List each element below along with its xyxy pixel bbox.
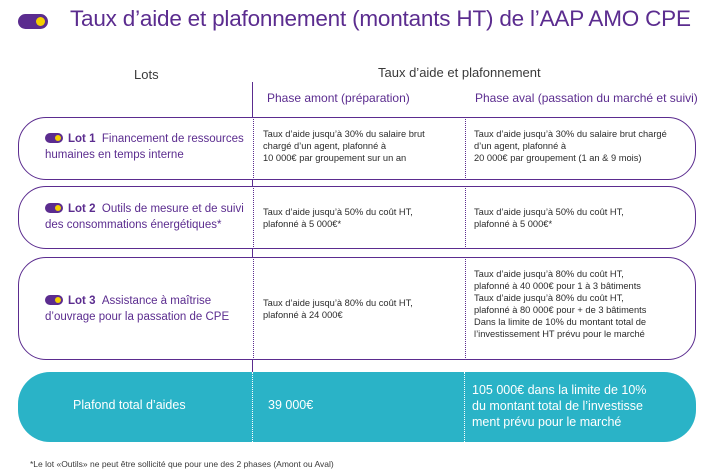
- cell-line: Taux d’aide jusqu’à 50% du coût HT,: [474, 207, 624, 217]
- total-aval-line: du montant total de l’investisse: [472, 399, 643, 413]
- cell-line: plafonné à 24 000€: [263, 310, 343, 320]
- aval-cell: [474, 206, 689, 230]
- cell-line: plafonné à 5 000€*: [474, 219, 553, 229]
- cell-line: l’investissement HT prévu pour le marché: [474, 329, 645, 339]
- lot-title: Financement de ressources humaines en temps interne: [45, 133, 244, 161]
- cell-line: 10 000€ par groupement sur un an: [263, 153, 407, 163]
- column-separator: [464, 372, 466, 442]
- column-separator: [252, 372, 254, 442]
- total-amont-value: 39 000€: [268, 398, 314, 412]
- toggle-pill-icon: [18, 14, 48, 29]
- amont-cell: [263, 128, 458, 164]
- lot-label: [45, 293, 250, 325]
- rates-column-header: Taux d’aide et plafonnement: [378, 65, 541, 80]
- lot-row: [18, 257, 696, 360]
- cell-line: Dans la limite de 10% du montant total de: [474, 317, 647, 327]
- cell-line: Taux d’aide jusqu’à 30% du salaire brut: [263, 129, 425, 139]
- aval-cell: [474, 268, 689, 340]
- amont-cell: [263, 297, 458, 321]
- page-title: Taux d’aide et plafonnement (montants HT) de l’AAP AMO CPE: [70, 6, 691, 31]
- cell-line: plafonné à 5 000€*: [263, 219, 342, 229]
- lot-title: Assistance à maîtrise d’ouvrage pour la passation de CPE: [45, 295, 230, 323]
- total-row: [18, 372, 696, 442]
- amont-cell: [263, 206, 458, 230]
- phase-aval-header: Phase aval (passation du marché et suivi): [475, 91, 698, 105]
- cell-line: plafonné à 80 000€ pour + de 3 bâtiments: [474, 305, 647, 315]
- lot-label: [45, 201, 260, 233]
- cell-line: d’un agent, plafonné à: [474, 141, 567, 151]
- total-label: Plafond total d’aides: [73, 398, 186, 412]
- lot-title: Outils de mesure et de suivi des consommations énergétiques*: [45, 203, 244, 231]
- phase-amont-header: Phase amont (préparation): [267, 91, 410, 105]
- lot-label: [45, 131, 255, 163]
- lot-toggle-icon: [45, 295, 63, 305]
- cell-line: 20 000€ par groupement (1 an & 9 mois): [474, 153, 642, 163]
- cell-line: Taux d’aide jusqu’à 80% du coût HT,: [474, 293, 624, 303]
- lot-number: Lot 3: [68, 295, 96, 307]
- total-aval-value: [472, 382, 690, 430]
- cell-line: Taux d’aide jusqu’à 80% du coût HT,: [263, 298, 413, 308]
- lot-row: [18, 186, 696, 249]
- cell-line: Taux d’aide jusqu’à 30% du salaire brut chargé: [474, 129, 667, 139]
- cell-line: Taux d’aide jusqu’à 80% du coût HT,: [474, 269, 624, 279]
- lot-number: Lot 2: [68, 203, 96, 215]
- total-aval-line: ment prévu pour le marché: [472, 415, 622, 429]
- cell-line: chargé d’un agent, plafonné à: [263, 141, 387, 151]
- cell-line: Taux d’aide jusqu’à 50% du coût HT,: [263, 207, 413, 217]
- column-separator: [465, 186, 467, 249]
- column-separator: [465, 117, 467, 180]
- total-aval-line: 105 000€ dans la limite de 10%: [472, 383, 647, 397]
- footnote: *Le lot «Outils» ne peut être sollicité que pour une des 2 phases (Amont ou Aval): [30, 459, 334, 469]
- lot-number: Lot 1: [68, 133, 96, 145]
- lot-toggle-icon: [45, 133, 63, 143]
- lot-row: [18, 117, 696, 180]
- lot-toggle-icon: [45, 203, 63, 213]
- cell-line: plafonné à 40 000€ pour 1 à 3 bâtiments: [474, 281, 641, 291]
- aval-cell: [474, 128, 689, 164]
- column-separator: [253, 257, 255, 360]
- column-separator: [465, 257, 467, 360]
- lots-column-header: Lots: [134, 67, 159, 82]
